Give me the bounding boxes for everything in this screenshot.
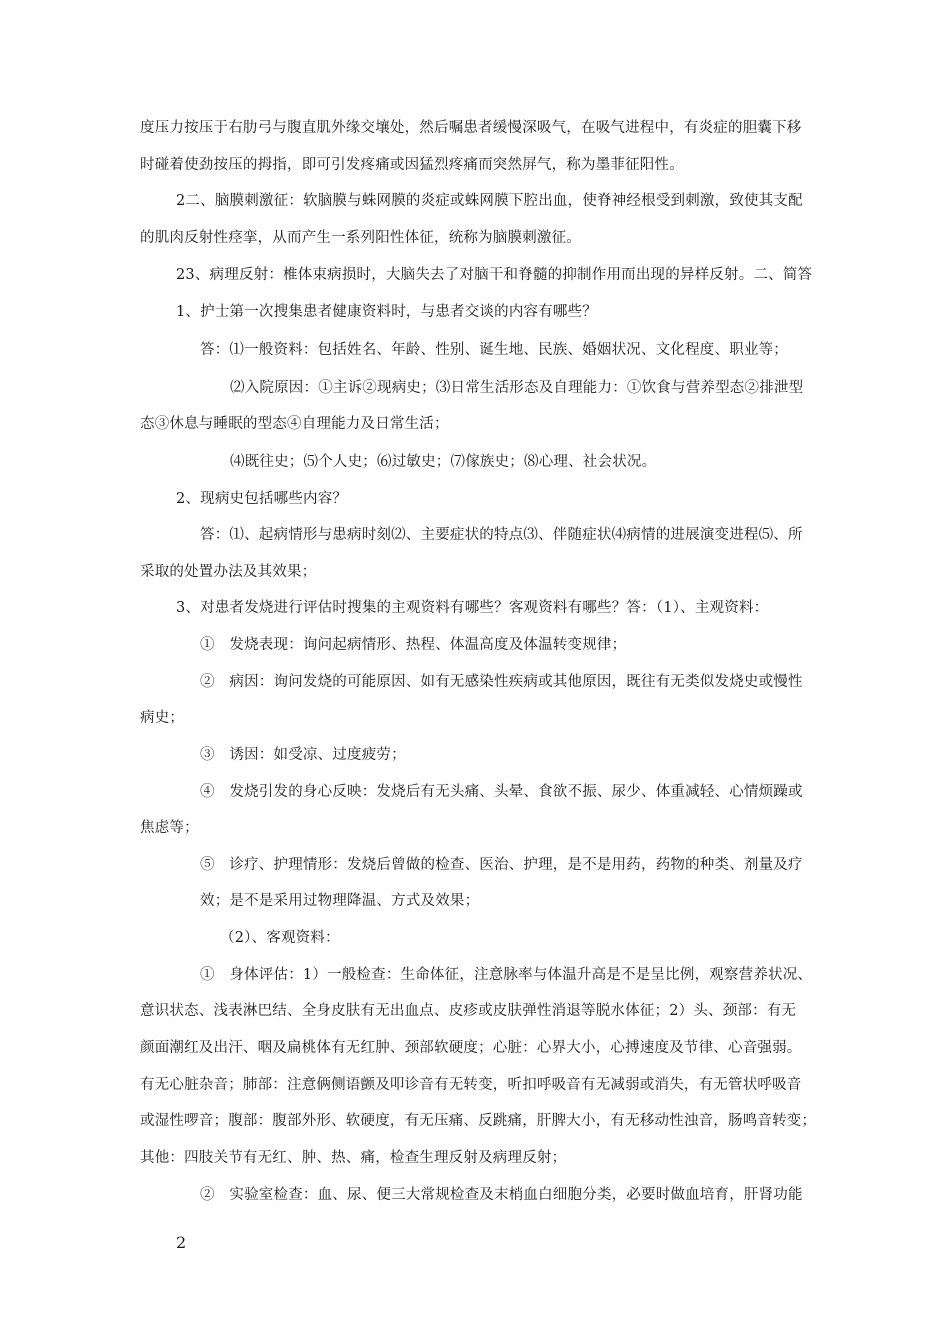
text-line: 效；是不是采用过物理降温、方式及效果； (200, 893, 480, 909)
page-number: 2 (176, 1233, 187, 1252)
text-line: 度压力按压于右肋弓与腹直肌外缘交壤处，然后嘱患者缓慢深吸气，在吸气进程中，有炎症的胆囊下移 (140, 120, 802, 136)
text-line: ⑤ 诊疗、护理情形：发烧后曾做的检查、医治、护理，是不是用药，药物的种类、剂量及疗 (200, 857, 803, 873)
text-line: 病史； (140, 710, 185, 726)
text-line: ① 身体评估：1）一般检查：生命体征，注意脉率与体温升高是不是呈比例，观察营养状况、 (200, 967, 813, 983)
text-line: 意识状态、浅表淋巴结、全身皮肤有无出血点、皮疹或皮肤弹性消退等脱水体征；2）头、颈部：有无 (140, 1003, 797, 1019)
text-line: ④ 发烧引发的身心反映：发烧后有无头痛、头晕、食欲不振、尿少、体重减轻、心情烦躁或 (200, 784, 803, 800)
text-line: 采取的处置办法及其效果； (140, 564, 317, 580)
text-line: 有无心脏杂音；肺部：注意俩侧语颤及叩诊音有无转变，听扣呼吸音有无减弱或消失，有无管状呼吸音 (140, 1077, 802, 1093)
text-line: 态③休息与睡眠的型态④自理能力及日常生活； (140, 416, 449, 432)
text-line: 2二、脑膜刺激征：软脑膜与蛛网膜的炎症或蛛网膜下腔出血，使脊神经根受到刺激，致使其支配 (176, 193, 803, 209)
text-line: ⑵入院原因：①主诉②现病史；⑶日常生活形态及自理能力：①饮食与营养型态②排泄型 (230, 380, 804, 396)
text-line: ② 实验室检查：血、尿、便三大常规检查及末梢血白细胞分类，必要时做血培育，肝肾功能 (200, 1187, 803, 1203)
text-line: 答：⑴、起病情形与患病时刻⑵、主要症状的特点⑶、伴随症状⑷病情的进展演变进程⑸、所 (200, 527, 803, 543)
text-line: （2）、客观资料： (220, 930, 340, 946)
text-line: ① 发烧表现：询问起病情形、热程、体温高度及体温转变规律； (200, 637, 627, 653)
text-line: 2、现病史包括哪些内容？ (176, 491, 348, 507)
text-line: ③ 诱因：如受凉、过度疲劳； (200, 747, 406, 763)
text-line: 颜面潮红及出汗、咽及扁桃体有无红肿、颈部软硬度；心脏：心界大小，心搏速度及节律、心音强弱。 (140, 1040, 802, 1056)
text-line: 1、护士第一次搜集患者健康资料时，与患者交谈的内容有哪些？ (176, 304, 598, 320)
text-line: 焦虑等； (140, 820, 199, 836)
text-line: 其他：四肢关节有无红、肿、热、痛，检查生理反射及病理反射； (140, 1150, 567, 1166)
text-line: 答：⑴一般资料：包括姓名、年龄、性别、诞生地、民族、婚姻状况、文化程度、职业等； (200, 342, 788, 358)
text-line: 23、病理反射：椎体束病损时，大脑失去了对脑干和脊髓的抑制作用而出现的异样反射。二、简答 (176, 267, 813, 283)
text-line: 时碰着使劲按压的拇指，即可引发疼痛或因猛烈疼痛而突然屏气，称为墨菲征阳性。 (140, 157, 684, 173)
text-line: 或湿性啰音；腹部：腹部外形、软硬度，有无压痛、反跳痛，肝脾大小，有无移动性浊音，肠鸣音转变； (140, 1113, 817, 1129)
text-line: ② 病因：询问发烧的可能原因、如有无感染性疾病或其他原因，既往有无类似发烧史或慢性 (200, 674, 803, 690)
text-line: ⑷既往史；⑸个人史；⑹过敏史；⑺傢族史；⑻心理、社会状况。 (230, 454, 657, 470)
text-line: 3、对患者发烧进行评估时搜集的主观资料有哪些？客观资料有哪些？答：（1）、主观资料： (176, 600, 769, 616)
text-line: 的肌肉反射性痉挛，从而产生一系列阳性体征，统称为脑膜刺激征。 (140, 230, 581, 246)
